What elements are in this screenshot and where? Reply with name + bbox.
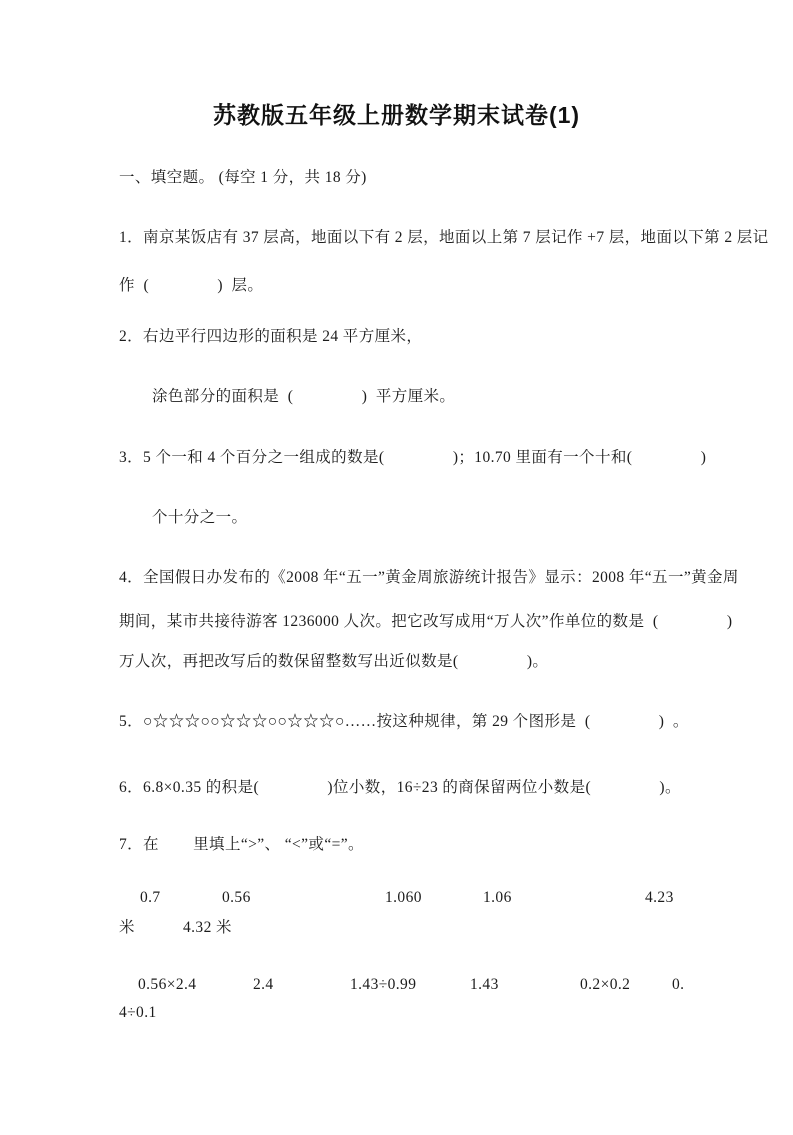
compare-row-2-value-1: 0.56×2.4 xyxy=(138,976,197,993)
question-6-line: 6．6.8×0.35 的积是( )位小数，16÷23 的商保留两位小数是( )。 xyxy=(119,779,681,796)
compare-row-1-value-1: 0.7 xyxy=(140,889,161,906)
compare-row-2-wrap-1: 4÷0.1 xyxy=(119,1004,157,1021)
compare-row-2 xyxy=(0,975,793,997)
compare-row-2-value-6: 0. xyxy=(672,976,685,993)
question-4-line-3: 万人次，再把改写后的数保留整数写出近似数是( )。 xyxy=(119,653,549,670)
compare-row-2-value-5: 0.2×0.2 xyxy=(580,976,631,993)
question-4-line-1: 4．全国假日办发布的《2008 年“五一”黄金周旅游统计报告》显示：2008 年“五一”黄金周 xyxy=(119,569,739,586)
question-3-line-1: 3．5 个一和 4 个百分之一组成的数是( )；10.70 里面有一个十和( ) xyxy=(119,449,707,466)
compare-row-1-wrap xyxy=(0,918,793,940)
compare-row-1-value-4: 1.06 xyxy=(483,889,512,906)
compare-row-1-value-5: 4.23 xyxy=(645,889,674,906)
question-1-line-1: 1．南京某饭店有 37 层高，地面以下有 2 层，地面以上第 7 层记作 +7 层，地面以下第 2 层记 xyxy=(119,229,769,246)
question-4-line-2: 期间，某市共接待游客 1236000 人次。把它改写成用“万人次”作单位的数是 ( ) xyxy=(119,613,733,630)
compare-row-2-value-3: 1.43÷0.99 xyxy=(350,976,417,993)
question-2-line-1: 2．右边平行四边形的面积是 24 平方厘米， xyxy=(119,328,423,345)
question-2-line-2-blank: 涂色部分的面积是 ( ) 平方厘米。 xyxy=(152,388,456,405)
question-7-line: 7．在 里填上“>”、 “<”或“=”。 xyxy=(119,836,364,853)
section-1-heading: 一、填空题。 (每空 1 分，共 18 分) xyxy=(119,169,367,186)
compare-row-1 xyxy=(0,888,793,910)
compare-row-2-value-2: 2.4 xyxy=(253,976,274,993)
compare-row-2-wrap xyxy=(0,1003,793,1025)
compare-row-1-wrap-2: 4.32 米 xyxy=(183,919,232,936)
compare-row-1-wrap-1: 米 xyxy=(119,919,135,936)
question-3-line-2: 个十分之一。 xyxy=(152,509,248,526)
exam-title: 苏教版五年级上册数学期末试卷(1) xyxy=(212,102,581,128)
compare-row-2-value-4: 1.43 xyxy=(470,976,499,993)
question-1-line-2-blank: 作 ( ) 层。 xyxy=(119,277,264,294)
question-5-pattern-line: 5．○☆☆☆○○☆☆☆○○☆☆☆○……按这种规律，第 29 个图形是 ( ) 。 xyxy=(119,713,689,730)
compare-row-1-value-2: 0.56 xyxy=(222,889,251,906)
compare-row-1-value-3: 1.060 xyxy=(385,889,422,906)
